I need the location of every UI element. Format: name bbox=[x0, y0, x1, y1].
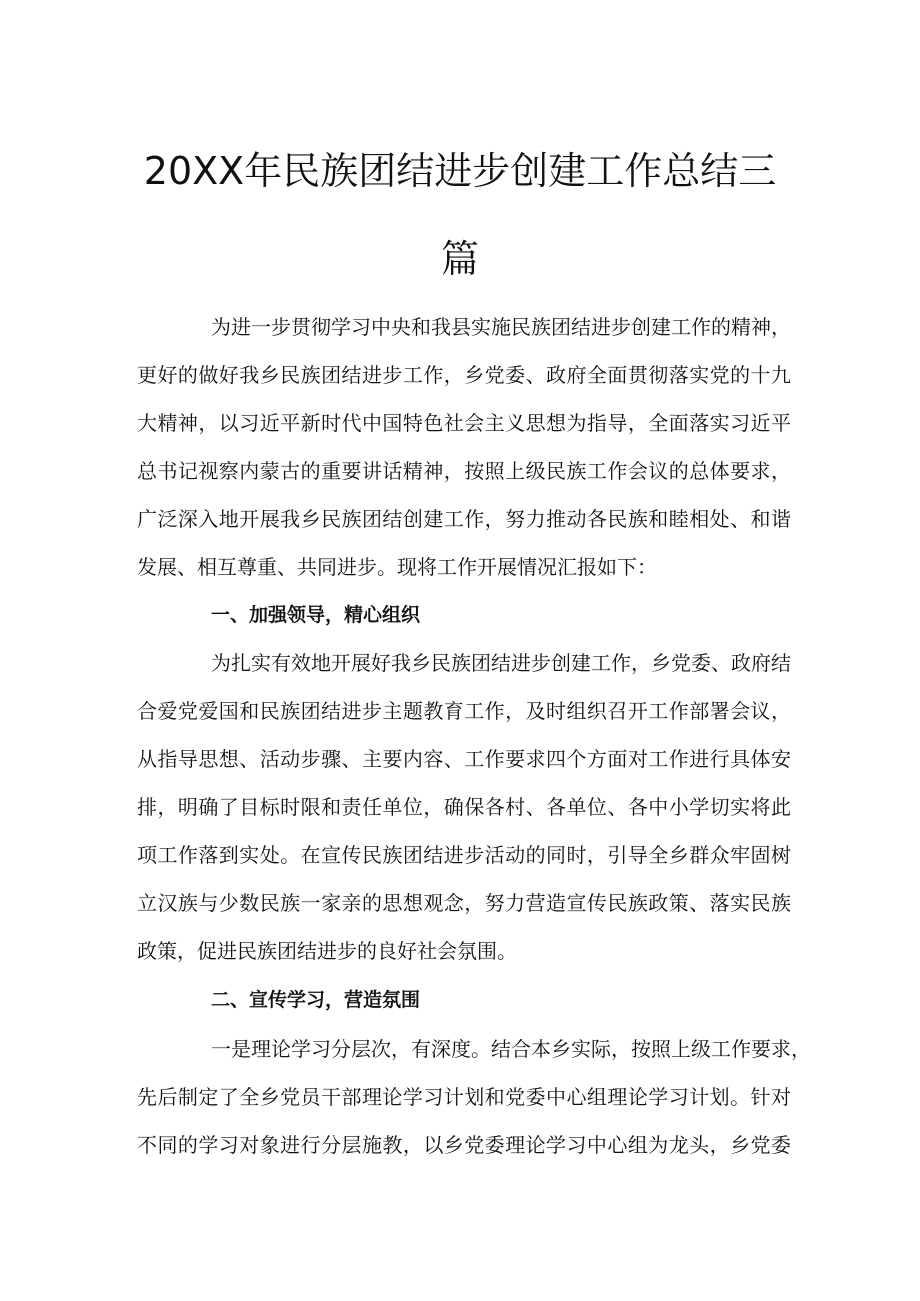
section2-line: 不同的学习对象进行分层施教，以乡党委理论学习中心组为龙头，乡党委 bbox=[137, 1133, 791, 1157]
section1-line: 立汉族与少数民族一家亲的思想观念，努力营造宣传民族政策、落实民族 bbox=[137, 891, 791, 915]
document-title-line-1: 20XX年民族团结进步创建工作总结三 bbox=[143, 149, 777, 193]
document-title-line-2: 篇 bbox=[440, 237, 479, 281]
section-heading-1: 一、加强领导，精心组织 bbox=[211, 604, 421, 626]
section1-line: 排，明确了目标时限和责任单位，确保各村、各单位、各中小学切实将此 bbox=[137, 795, 791, 819]
intro-line: 总书记视察内蒙古的重要讲话精神，按照上级民族工作会议的总体要求， bbox=[137, 459, 791, 483]
section1-line: 政策，促进民族团结进步的良好社会氛围。 bbox=[137, 939, 517, 963]
section-heading-2: 二、宣传学习，营造氛围 bbox=[211, 989, 421, 1011]
section2-line: 先后制定了全乡党员干部理论学习计划和党委中心组理论学习计划。针对 bbox=[137, 1085, 791, 1109]
section1-line: 合爱党爱国和民族团结进步主题教育工作，及时组织召开工作部署会议， bbox=[137, 699, 791, 723]
intro-line: 发展、相互尊重、共同进步。现将工作开展情况汇报如下： bbox=[137, 555, 657, 579]
section1-line: 为扎实有效地开展好我乡民族团结进步创建工作，乡党委、政府结 bbox=[211, 651, 791, 675]
intro-line: 更好的做好我乡民族团结进步工作，乡党委、政府全面贯彻落实党的十九 bbox=[137, 363, 791, 387]
intro-line: 为进一步贯彻学习中央和我县实施民族团结进步创建工作的精神， bbox=[211, 315, 791, 339]
intro-line: 广泛深入地开展我乡民族团结创建工作，努力推动各民族和睦相处、和谐 bbox=[137, 507, 791, 531]
section1-line: 从指导思想、活动步骤、主要内容、工作要求四个方面对工作进行具体安 bbox=[137, 747, 791, 771]
intro-line: 大精神，以习近平新时代中国特色社会主义思想为指导，全面落实习近平 bbox=[137, 411, 791, 435]
section1-line: 项工作落到实处。在宣传民族团结进步活动的同时，引导全乡群众牢固树 bbox=[137, 843, 791, 867]
section2-line: 一是理论学习分层次，有深度。结合本乡实际，按照上级工作要求， bbox=[211, 1037, 811, 1061]
